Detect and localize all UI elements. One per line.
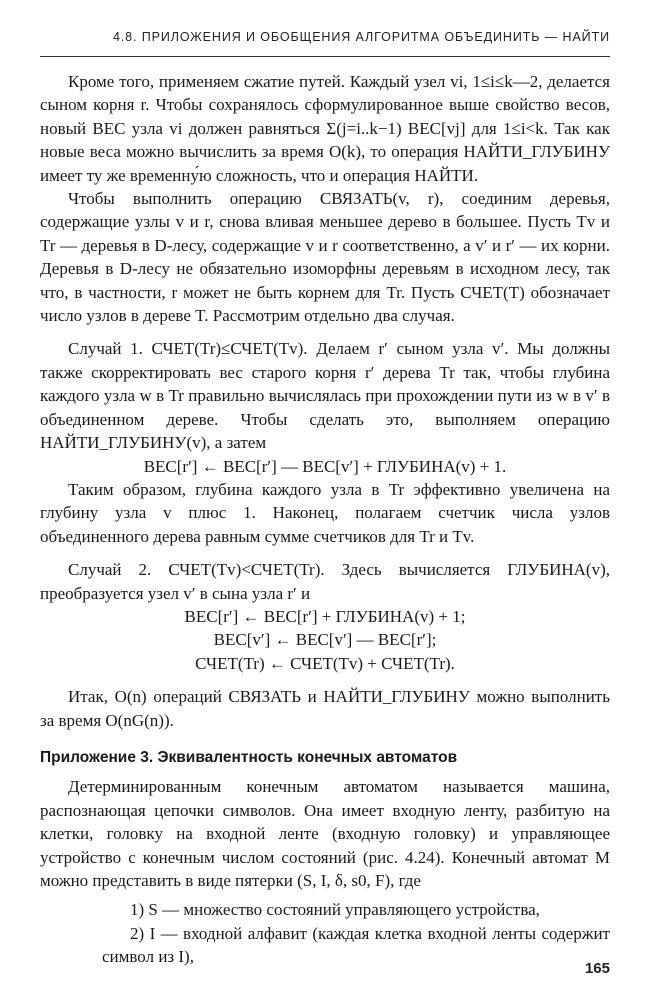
header-rule <box>40 56 610 57</box>
spacer <box>40 327 610 337</box>
paragraph-case-2: Случай 2. СЧЕТ(Tv)<СЧЕТ(Tr). Здесь вычисляется ГЛУБИНА(v), преобразуется узел v′ в сына узла r′ и <box>40 560 610 603</box>
formula: ВЕС[v′] ← ВЕС[v′] — ВЕС[r′]; <box>213 630 437 650</box>
paragraph: Чтобы выполнить операцию СВЯЗАТЬ(v, r), соединим деревья, содержащие узлы v и r, снова вливая меньшее дерево в большее. Пусть Tv и Tr — деревья в D-лесу, содержащие v и r соответственно, а v′ и r′ — их корни. Деревья в D-лесу не обязательно изоморфны деревьям в исходном лесу, так что, в частности, r может не быть корнем для Tr. Пусть СЧЕТ(T) обозначает число узлов в дереве T. Рассмотрим отдельно два случая. <box>40 189 610 326</box>
formula: ВЕС[r′] ← ВЕС[r′] + ГЛУБИНА(v) + 1; <box>184 606 466 626</box>
list-item: 2) I — входной алфавит (каждая клетка входной ленты содержит символ из I), <box>102 923 610 967</box>
paragraph-case-1: Случай 1. СЧЕТ(Tr)≤СЧЕТ(Tv). Делаем r′ сыном узла v′. Мы должны также скорректировать вес старого корня r′ дерева Tr так, чтобы глубина каждого узла w в Tr правильно вычислялась при прохождении пути из w в v′ в объединенном дереве. Чтобы сделать это, выполняем операцию НАЙТИ_ГЛУБИНУ(v), а затем <box>40 339 610 453</box>
formula: СЧЕТ(Tr) ← СЧЕТ(Tv) + СЧЕТ(Tr). <box>195 653 455 673</box>
section-heading: Приложение 3. Эквивалентность конечных автоматов <box>40 748 458 766</box>
page-number: 165 <box>584 960 610 977</box>
list-item: 1) S — множество состояний управляющего устройства, <box>130 900 540 920</box>
formula: ВЕС[r′] ← ВЕС[r′] — ВЕС[v′] + ГЛУБИНА(v) + 1. <box>143 456 507 476</box>
spacer <box>40 675 610 685</box>
paragraph: Итак, O(n) операций СВЯЗАТЬ и НАЙТИ_ГЛУБИНУ можно выполнить за время O(nG(n)). <box>40 687 610 730</box>
spacer <box>40 548 610 558</box>
paragraph: Кроме того, применяем сжатие путей. Каждый узел vi, 1≤i≤k—2, делается сыном корня r. Чтобы сохранялось сформулированное выше свойство весов, новый ВЕС узла vi должен равняться Σ(j=i..k−1) ВЕС[vj] для 1≤i<k. Так как новые веса можно вычислить за время O(k), то операция НАЙТИ_ГЛУБИНУ имеет ту же временну́ю сложность, что и операция НАЙТИ. <box>40 72 610 185</box>
paragraph: Таким образом, глубина каждого узла в Tr эффективно увеличена на глубину узла v плюс 1. Наконец, полагаем счетчик числа узлов объединенного дерева равным сумме счетчиков для Tr и Tv. <box>40 479 610 546</box>
body-text <box>40 70 610 969</box>
paragraph: Детерминированным конечным автоматом называется машина, распознающая цепочки символов. Она имеет входную ленту, разбитую на клетки, головку на входной ленте (входную головку) и управляющее устройство с конечным числом состояний (рис. 4.24). Конечный автомат M можно представить в виде пятерки (S, I, δ, s0, F), где <box>40 777 610 890</box>
running-head: 4.8. ПРИЛОЖЕНИЯ И ОБОБЩЕНИЯ АЛГОРИТМА ОБЪЕДИНИТЬ — НАЙТИ <box>112 30 610 44</box>
